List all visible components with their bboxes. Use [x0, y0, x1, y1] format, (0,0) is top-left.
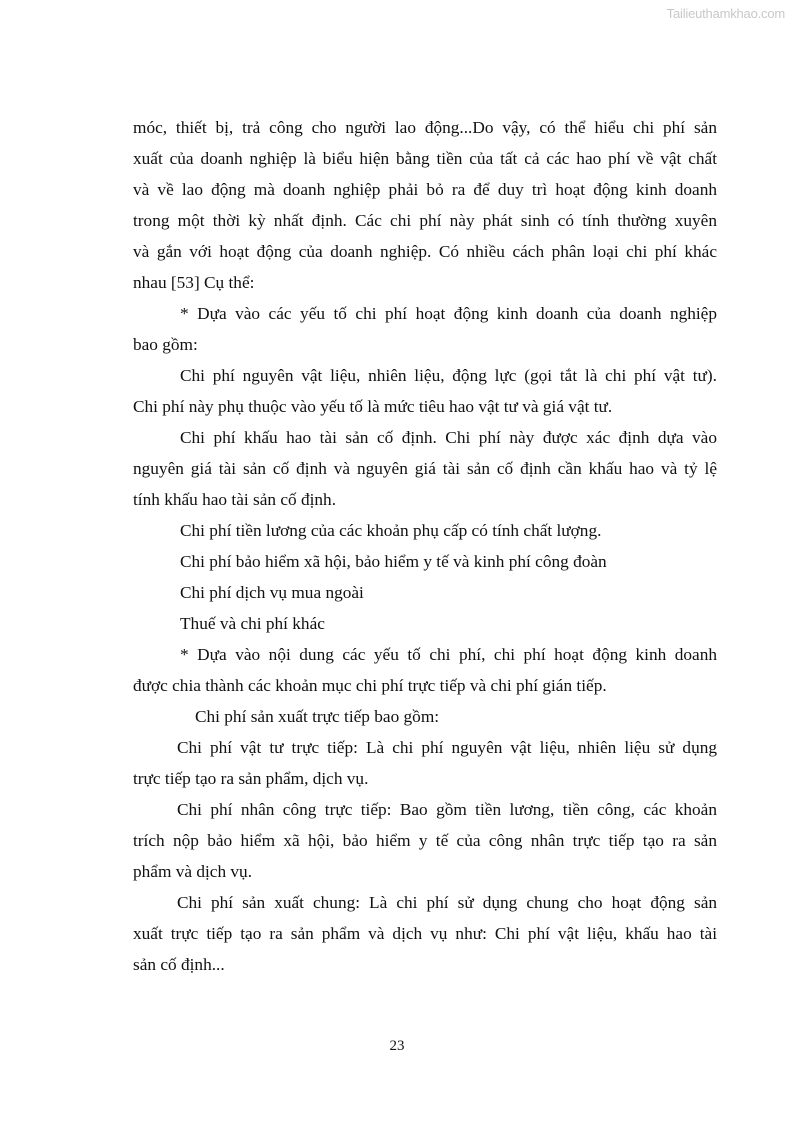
page-number: 23 — [389, 1038, 405, 1054]
paragraph — [133, 422, 717, 515]
paragraph — [133, 298, 717, 360]
text-line: xuất trực tiếp tạo ra sản phẩm và dịch vụ như: Chi phí vật liệu, khấu hao tài — [133, 924, 717, 943]
paragraph — [133, 732, 717, 794]
text-line: trích nộp bảo hiểm xã hội, bảo hiểm y tế của công nhân trực tiếp tạo ra sản — [133, 831, 717, 850]
text-line: xuất của doanh nghiệp là biểu hiện bằng tiền của tất cả các hao phí về vật chất — [133, 149, 717, 168]
paragraph — [133, 639, 717, 701]
text-line: phẩm và dịch vụ. — [133, 862, 253, 881]
text-line: Chi phí bảo hiểm xã hội, bảo hiểm y tế và kinh phí công đoàn — [180, 552, 607, 571]
paragraph — [133, 701, 717, 732]
text-line: Chi phí sản xuất trực tiếp bao gồm: — [195, 707, 440, 726]
text-line: Chi phí vật tư trực tiếp: Là chi phí nguyên vật liệu, nhiên liệu sử dụng — [177, 738, 717, 757]
paragraph — [133, 515, 717, 546]
text-line: * Dựa vào nội dung các yếu tố chi phí, chi phí hoạt động kinh doanh — [180, 645, 717, 664]
paragraph — [133, 546, 717, 577]
paragraph — [133, 887, 717, 980]
text-line: và về lao động mà doanh nghiệp phải bỏ ra để duy trì hoạt động kinh doanh — [133, 180, 717, 199]
text-line: nguyên giá tài sản cố định và nguyên giá tài sản cố định cần khấu hao và tỷ lệ — [133, 459, 717, 478]
text-line: tính khấu hao tài sản cố định. — [133, 490, 337, 509]
paragraph — [133, 360, 717, 422]
paragraph — [133, 112, 717, 298]
text-line: trực tiếp tạo ra sản phẩm, dịch vụ. — [133, 769, 369, 788]
text-line: được chia thành các khoản mục chi phí trực tiếp và chi phí gián tiếp. — [133, 676, 607, 695]
text-line: Thuế và chi phí khác — [180, 614, 325, 633]
paragraph — [133, 608, 717, 639]
text-line: bao gồm: — [133, 335, 198, 354]
text-line: Chi phí nguyên vật liệu, nhiên liệu, động lực (gọi tắt là chi phí vật tư). — [180, 366, 717, 385]
text-line: Chi phí dịch vụ mua ngoài — [180, 583, 364, 602]
paragraph — [133, 577, 717, 608]
text-line: * Dựa vào các yếu tố chi phí hoạt động kinh doanh của doanh nghiệp — [180, 304, 717, 323]
watermark: Tailieuthamkhao.com — [666, 6, 785, 21]
paragraph — [133, 794, 717, 887]
text-line: sản cố định... — [133, 955, 225, 974]
text-line: Chi phí nhân công trực tiếp: Bao gồm tiền lương, tiền công, các khoản — [177, 800, 717, 819]
text-line: trong một thời kỳ nhất định. Các chi phí này phát sinh có tính thường xuyên — [133, 211, 717, 230]
text-line: Chi phí khấu hao tài sản cố định. Chi phí này được xác định dựa vào — [180, 428, 717, 447]
document-body — [133, 112, 717, 980]
text-line: và gắn với hoạt động của doanh nghiệp. Có nhiều cách phân loại chi phí khác — [133, 242, 717, 261]
text-line: Chi phí tiền lương của các khoản phụ cấp có tính chất lượng. — [180, 521, 602, 540]
text-line: nhau [53] Cụ thể: — [133, 273, 255, 292]
text-line: móc, thiết bị, trả công cho người lao động...Do vậy, có thể hiểu chi phí sản — [133, 118, 717, 137]
text-line: Chi phí này phụ thuộc vào yếu tố là mức tiêu hao vật tư và giá vật tư. — [133, 397, 613, 416]
text-line: Chi phí sản xuất chung: Là chi phí sử dụng chung cho hoạt động sản — [177, 893, 717, 912]
